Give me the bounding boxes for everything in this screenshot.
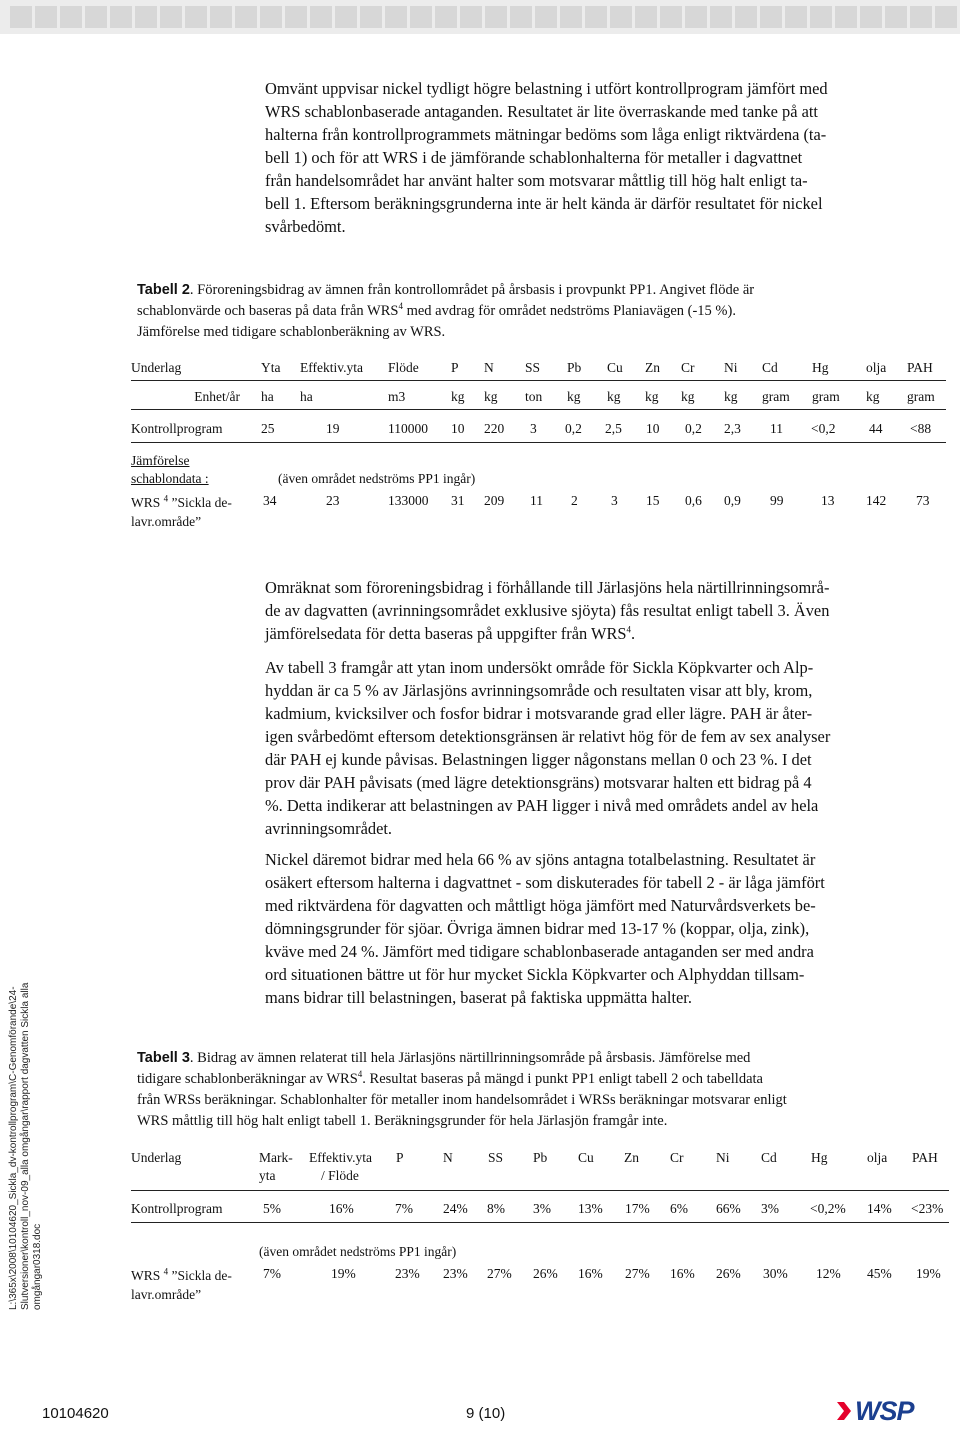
table3-cell: 8% [487,1201,505,1216]
table2-row-note: (även området nedströms PP1 ingår) [278,471,476,486]
table3-cell: 16% [329,1201,354,1216]
footer-page-number: 9 (10) [466,1405,506,1422]
header-square [35,6,57,28]
table2-unit-cell: kg [645,389,659,404]
table3-header-cell: Hg [811,1150,828,1165]
table3-cell: 27% [487,1266,512,1281]
label-text: ”Sickla de- [168,1268,232,1283]
table2-cell: 3 [530,421,537,436]
paragraph-line: %. Detta indikerar att belastningen av PAH ligger i nivå med områdets andel av hela [265,796,819,815]
table2-cell: 25 [261,421,275,436]
label-text: ”Sickla de- [168,495,232,510]
table3-caption-label: Tabell 3 [137,1050,190,1066]
sidebar-file-path [8,950,44,1310]
table2-unit-cell: ha [261,389,274,404]
table2-cell: 10 [646,421,660,436]
paragraph-line: Nickel däremot bidrar med hela 66 % av sjöns antagna totalbelastning. Resultatet är [265,850,816,869]
paragraph-line: med riktvärdena för dagvatten och måttligt höga jämfört med Naturvårdsverkets be- [265,896,816,915]
footnote-ref: 4 [357,1069,363,1080]
table2-header-cell: Ni [724,360,738,375]
table2-unit-cell: gram [762,389,790,404]
header-square [785,6,807,28]
table2-cell: 44 [869,421,883,436]
table2-cell: 0,6 [685,493,702,508]
table3-header-cell: SS [488,1150,504,1165]
header-square [935,6,957,28]
footnote-ref: 4 [163,493,169,504]
header-square [10,6,32,28]
table2-cell: 0,9 [724,493,741,508]
header-square [110,6,132,28]
header-square [885,6,907,28]
header-square [335,6,357,28]
paragraph-line: bell 1) och för att WRS i de jämförande schablonhalterna för metaller i dagvattnet [265,148,803,167]
table3-header-effektiv: Effektiv.yta [309,1150,372,1165]
table2-cell: 0,2 [685,421,702,436]
table3-header-cell: Zn [624,1150,639,1165]
paragraph-line: kadmium, kvicksilver och fosfor bidrar i motsvarande grad eller lägre. PAH är åter- [265,704,813,723]
table2-header-divider [131,380,946,381]
paragraph-nickel [265,848,945,1009]
wsp-logo [835,1394,935,1428]
table3-header-cell: Pb [533,1150,548,1165]
table2-row-label: Jämförelse [131,453,190,468]
header-square [485,6,507,28]
table3-cell: 16% [670,1266,695,1281]
paragraph-line: Av tabell 3 framgår att ytan inom undersökt område för Sickla Köpkvarter och Alp- [265,658,814,677]
paragraph-line: svårbedömt. [265,217,346,236]
header-square [135,6,157,28]
paragraph-line: avrinningsområdet. [265,819,392,838]
table2-unit-cell: ton [525,389,543,404]
table3-cell: 5% [263,1201,281,1216]
table2-caption-text: Jämförelse med tidigare schablonberäkning av WRS. [137,324,446,340]
table3-cell: 27% [625,1266,650,1281]
header-square [185,6,207,28]
table2-unit-cell: kg [607,389,621,404]
table2-row-divider [131,442,946,443]
table3-header-cell: N [443,1150,453,1165]
table3-row-note: (även området nedströms PP1 ingår) [259,1244,457,1259]
table2-header-cell: Cr [681,360,695,375]
paragraph-line: Omvänt uppvisar nickel tydligt högre belastning i utfört kontrollprogram jämfört med [265,79,828,98]
paragraph-line: från handelsområdet har använt halter som motsvarar måttlig till hög halt enligt ta- [265,171,808,190]
table3-caption [137,1048,947,1132]
table2-cell: 110000 [388,421,428,436]
paragraph-line: igen svårbedömt eftersom detektionsgränsen är relativt hög för de fem av sex analyser [265,727,831,746]
table2-header-cell: Hg [812,360,829,375]
paragraph-line: kväve med 24 %. Jämfört med tidigare schablonbaserade antaganden ser med andra [265,942,814,961]
table2-cell: 73 [916,493,930,508]
table2-header-cell: Cu [607,360,623,375]
table3-header-cell: PAH [912,1150,938,1165]
table2-caption [137,280,947,343]
table2-caption-text: med avdrag för området nedströms Planiavägen (-15 %). [402,303,736,319]
table3-header-cell: Cu [578,1150,594,1165]
table3-caption-text: . Bidrag av ämnen relaterat till hela Järlasjöns närtillrinningsområde på årsbasis. Jämförelse med [189,1050,751,1066]
table2-header-underlag: Underlag [131,360,182,375]
logo-wordmark: WSP [855,1396,914,1426]
table3-header-markyta: Mark- [259,1150,293,1165]
table3-cell: 6% [670,1201,688,1216]
table3-cell: 26% [533,1266,558,1281]
table2-header-cell: Cd [762,360,778,375]
table2-cell: 220 [484,421,505,436]
header-square [310,6,332,28]
header-square [235,6,257,28]
header-square [510,6,532,28]
table2-unit-cell: ha [300,389,313,404]
table3-header-cell: Ni [716,1150,730,1165]
header-square [210,6,232,28]
table2-unit-label: Enhet/år [194,389,240,404]
table3-header-cell: Cd [761,1150,777,1165]
table3-caption-text: tidigare schablonberäkningar av WRS [137,1071,358,1087]
footer-doc-number: 10104620 [42,1405,109,1422]
table2-header-cell: P [451,360,459,375]
header-square [735,6,757,28]
header-square [835,6,857,28]
table2-cell: 99 [770,493,784,508]
paragraph-line: dömningsgrunder för sjöar. Övriga ämnen bidrar med 13-17 % (koppar, olja, zink), [265,919,810,938]
table2-cell: 0,2 [565,421,582,436]
header-square [535,6,557,28]
paragraph-line [265,622,945,645]
sidebar-path-line: L:\365x\2008\10104620_Sickla_dv-kontrollprogram\C-Genomförande\24- [8,986,19,1310]
table2-unit-cell: gram [812,389,840,404]
paragraph-line: Omräknat som föroreningsbidrag i förhållande till Järlasjöns hela närtillrinningsområ- [265,578,830,597]
table3-row-label: Kontrollprogram [131,1201,223,1216]
table3-header-cell: olja [867,1150,888,1165]
table3-cell: 66% [716,1201,741,1216]
table3-cell: <23% [911,1201,944,1216]
paragraph-nickel-intro [265,77,945,238]
table3-cell: 14% [867,1201,892,1216]
table3-caption-text: WRS måttlig till hög halt enligt tabell 1. Beräkningsgrunder för hela Järlasjön framgår inte. [137,1113,668,1129]
header-square [285,6,307,28]
header-square [385,6,407,28]
table2-caption-text: . Föroreningsbidrag av ämnen från kontrollområdet på årsbasis i provpunkt PP1. Angivet flöde är [189,282,755,298]
table3-cell: 16% [578,1266,603,1281]
table2-caption-label: Tabell 2 [137,282,190,298]
paragraph-omraknat [265,576,945,645]
table3-cell: <0,2% [810,1201,846,1216]
table2-cell: 10 [451,421,465,436]
table2-cell: 11 [770,421,783,436]
table3-cell: 7% [395,1201,413,1216]
table3-cell: 12% [816,1266,841,1281]
table2-unit-cell: kg [567,389,581,404]
table3-cell: 30% [763,1266,788,1281]
header-square [585,6,607,28]
table3-header-cell: P [396,1150,404,1165]
table3-row-label: lavr.område” [131,1287,202,1302]
table2-unit-cell: kg [681,389,695,404]
table2-header-cell: Effektiv.yta [300,360,363,375]
table2-row-label [131,494,232,511]
table2-cell: 31 [451,493,465,508]
paragraph-line: prov där PAH påvisats (med lägre detektionsgräns) motsvarar halten ett bidrag på 4 [265,773,812,792]
header-square [685,6,707,28]
table3-caption-text: från WRSs beräkningar. Schablonhalter för metaller inom handelsområdet i WRSs beräkningar motsvarar enligt [137,1092,787,1108]
table2-cell: 2,5 [605,421,622,436]
label-text: WRS [131,495,161,510]
footnote-ref: 4 [626,624,632,635]
table3-header-cell: Cr [670,1150,684,1165]
table3-cell: 19% [331,1266,356,1281]
table3-header-divider [131,1190,949,1191]
logo-chevron-icon [835,1400,853,1422]
table2-header-cell: PAH [907,360,933,375]
header-square [610,6,632,28]
table2-cell: 23 [326,493,340,508]
table2-cell: 15 [646,493,660,508]
table2-cell: 2,3 [724,421,741,436]
table2-row-label: Kontrollprogram [131,421,223,436]
table2-row-label: lavr.område” [131,514,202,529]
table2-unit-cell: kg [484,389,498,404]
footnote-ref: 4 [163,1266,169,1277]
table2-unit-divider [131,409,946,410]
table2-cell: 209 [484,493,505,508]
table2-cell: 142 [866,493,887,508]
table2-header-cell: olja [866,360,887,375]
header-square [860,6,882,28]
table3-header-effektiv: / Flöde [321,1168,359,1183]
header-square [710,6,732,28]
paragraph-line: halterna från kontrollprogrammets mätningar bedöms som låga enligt riktvärdena (ta- [265,125,827,144]
table2-unit-cell: gram [907,389,935,404]
table2-unit-cell: kg [866,389,880,404]
table3-cell: 26% [716,1266,741,1281]
sidebar-path-line: Slutversioner\kontroll_nov-09_alla omgångar\rapport dagvatten Sickla alla [20,982,31,1310]
header-square [435,6,457,28]
table2-header-cell: Zn [645,360,660,375]
header-square [910,6,932,28]
header-square [635,6,657,28]
header-square [560,6,582,28]
paragraph-line: där PAH ej kunde påvisas. Belastningen ligger någonstans mellan 0 och 23 %. I det [265,750,812,769]
table3-cell: 3% [533,1201,551,1216]
table2-cell: 13 [821,493,835,508]
table2-cell: 19 [326,421,340,436]
header-square [660,6,682,28]
paragraph-text: . [631,624,636,643]
table2-unit-cell: m3 [388,389,406,404]
table2-header-cell: N [484,360,494,375]
table2-cell: 11 [530,493,543,508]
header-square [810,6,832,28]
paragraph-line: ord situationen bättre ut för hur mycket Sickla Köpkvarter och Alphyddan tillsam- [265,965,805,984]
table2-unit-cell: kg [451,389,465,404]
table2-header-cell: Flöde [388,360,419,375]
header-square [460,6,482,28]
table2-header-cell: Yta [261,360,281,375]
table2-cell: 2 [571,493,578,508]
table3-cell: 24% [443,1201,468,1216]
table3-cell: 7% [263,1266,281,1281]
table2-row-label: schablondata : [131,471,209,486]
paragraph-line: mans bidrar till belastningen, baserat på faktiska uppmätta halter. [265,988,692,1007]
table2-unit-cell: kg [724,389,738,404]
table2-cell: <0,2 [811,421,836,436]
label-text: WRS [131,1268,161,1283]
table3-cell: 23% [395,1266,420,1281]
header-square [260,6,282,28]
table2-cell: 133000 [388,493,429,508]
table2-caption-text: schablonvärde och baseras på data från WRS [137,303,399,319]
table3-header-markyta: yta [259,1168,276,1183]
paragraph-line: bell 1. Eftersom beräkningsgrunderna inte är helt kända är därför resultatet för nickel [265,194,823,213]
table2-cell: <88 [910,421,932,436]
table3-cell: 19% [916,1266,941,1281]
header-square [410,6,432,28]
header-square [360,6,382,28]
table3-row-divider [131,1222,949,1223]
paragraph-line: WRS schablonbaserade antaganden. Resultatet är lite överraskande med tanke på att [265,102,818,121]
header-square [760,6,782,28]
footnote-ref: 4 [398,301,403,312]
table3-row-label [131,1267,232,1284]
paragraph-line: hyddan är ca 5 % av Järlasjöns avrinningsområde och resultaten visar att bly, krom, [265,681,813,700]
table3-cell: 17% [625,1201,650,1216]
paragraph-text: jämförelsedata för detta baseras på uppgifter från WRS [265,624,627,643]
top-header-strip [0,0,960,34]
table3-cell: 45% [867,1266,892,1281]
table3-header-underlag: Underlag [131,1150,182,1165]
table2-cell: 34 [263,493,277,508]
header-square [160,6,182,28]
table3-caption-text: . Resultat baseras på mängd i punkt PP1 enligt tabell 2 och tabelldata [362,1071,763,1087]
header-square [60,6,82,28]
table3-cell: 13% [578,1201,603,1216]
table2-cell: 3 [611,493,618,508]
paragraph-line: osäkert eftersom halterna i dagvattnet - som diskuterades för tabell 2 - är låga jämfört [265,873,825,892]
sidebar-path-line: omgångar0318.doc [32,1223,43,1310]
paragraph-tabell3 [265,656,945,840]
table2-header-cell: SS [525,360,541,375]
paragraph-line: de av dagvatten (avrinningsområdet exklusive sjöyta) fås resultat enligt tabell 3. Även [265,601,830,620]
table3-cell: 3% [761,1201,779,1216]
table3-cell: 23% [443,1266,468,1281]
header-square [85,6,107,28]
table2-header-cell: Pb [567,360,582,375]
